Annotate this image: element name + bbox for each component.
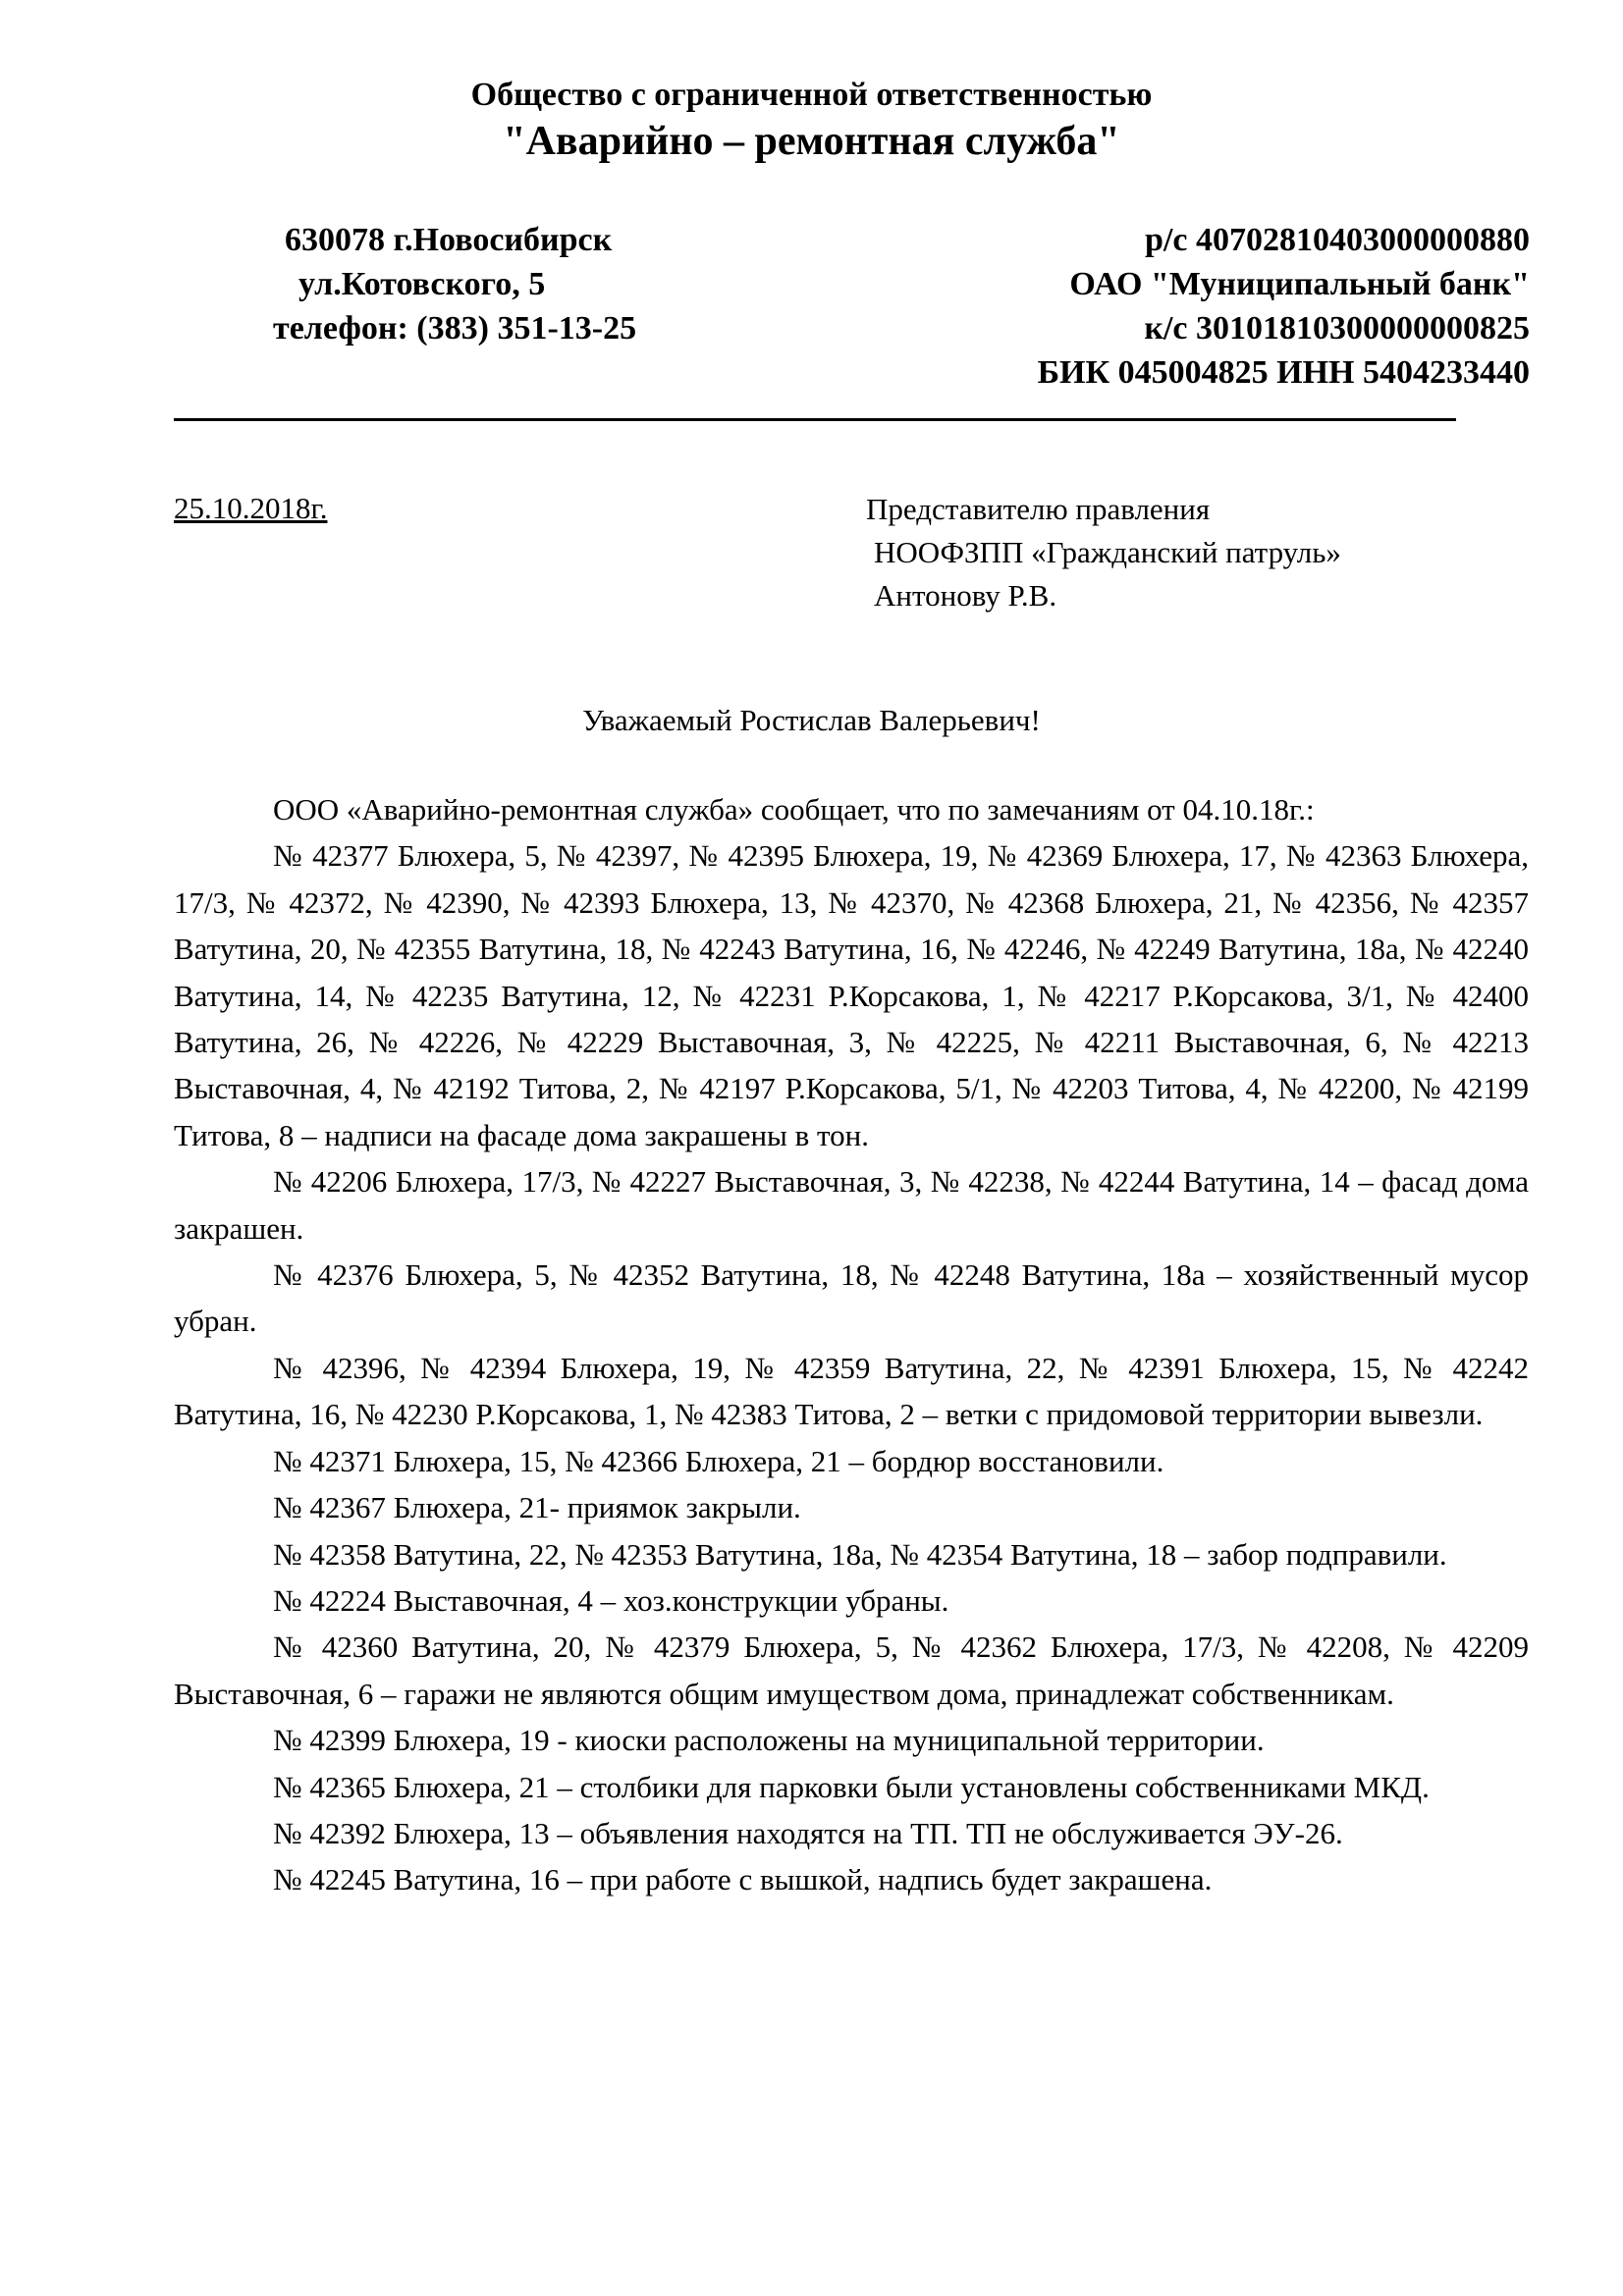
paragraph: № 42358 Ватутина, 22, № 42353 Ватутина, 18а, № 42354 Ватутина, 18 – забор подправили. bbox=[273, 1536, 1447, 1572]
paragraph: ООО «Аварийно-ремонтная служба» сообщает, что по замечаниям от 04.10.18г.: bbox=[273, 792, 1315, 827]
paragraph: № 42367 Блюхера, 21- приямок закрыли. bbox=[273, 1490, 801, 1525]
paragraph: № 42376 Блюхера, 5, № 42352 Ватутина, 18, № 42248 Ватутина, 18а – хозяйственный мусор убран. bbox=[174, 1257, 1529, 1339]
recipient-block bbox=[866, 488, 1341, 617]
org-name: "Аварийно – ремонтная служба" bbox=[503, 119, 1120, 164]
greeting: Уважаемый Ростислав Валерьевич! bbox=[582, 703, 1041, 737]
org-type: Общество с ограниченной ответственностью bbox=[470, 77, 1153, 113]
address-phone: телефон: (383) 351-13-25 bbox=[273, 310, 637, 347]
correspondent-account: к/с 30101810300000000825 bbox=[1144, 310, 1530, 347]
letter-date: 25.10.2018г. bbox=[174, 491, 328, 525]
bank-details bbox=[1038, 218, 1530, 395]
company-address bbox=[273, 218, 637, 350]
paragraph: № 42399 Блюхера, 19 - киоски расположены на муниципальной территории. bbox=[273, 1723, 1265, 1758]
paragraph: № 42245 Ватутина, 16 – при работе с вышкой, надпись будет закрашена. bbox=[273, 1862, 1213, 1897]
header-divider bbox=[174, 418, 1456, 421]
paragraph: № 42365 Блюхера, 21 – столбики для парковки были установлены собственниками МКД. bbox=[273, 1769, 1430, 1804]
recipient-line: Представителю правления bbox=[866, 492, 1211, 526]
address-city: 630078 г.Новосибирск bbox=[285, 222, 613, 258]
paragraph: № 42371 Блюхера, 15, № 42366 Блюхера, 21 – бордюр восстановили. bbox=[273, 1443, 1164, 1478]
paragraph: № 42396, № 42394 Блюхера, 19, № 42359 Ватутина, 22, № 42391 Блюхера, 15, № 42242 Ватутина, 16, № 42230 Р.Корсакова, 1, № 42383 Титова, 2 – ветки с придомовой территории вывезли. bbox=[174, 1350, 1529, 1432]
recipient-line: НООФЗПП «Гражданский патруль» bbox=[874, 535, 1341, 569]
bik-inn: БИК 045004825 ИНН 5404233440 bbox=[1037, 354, 1530, 391]
letter-body bbox=[174, 786, 1529, 1903]
bank-account: р/с 40702810403000000880 bbox=[1145, 222, 1530, 258]
bank-name: ОАО "Муниципальный банк" bbox=[1069, 266, 1530, 302]
paragraph: № 42224 Выставочная, 4 – хоз.конструкции убраны. bbox=[273, 1582, 949, 1618]
address-street: ул.Котовского, 5 bbox=[298, 266, 546, 302]
paragraph: № 42392 Блюхера, 13 – объявления находятся на ТП. ТП не обслуживается ЭУ-26. bbox=[273, 1815, 1343, 1850]
paragraph: № 42206 Блюхера, 17/3, № 42227 Выставочная, 3, № 42238, № 42244 Ватутина, 14 – фасад дома закрашен. bbox=[174, 1164, 1529, 1246]
recipient-line: Антонову Р.В. bbox=[874, 578, 1057, 613]
paragraph: № 42377 Блюхера, 5, № 42397, № 42395 Блюхера, 19, № 42369 Блюхера, 17, № 42363 Блюхера, 17/3, № 42372, № 42390, № 42393 Блюхера, 13, № 42370, № 42368 Блюхера, 21, № 42356, № 42357 Ватутина, 20, № 42355 Ватутина, 18, № 42243 Ватутина, 16, № 42246, № 42249 Ватутина, 18а, № 42240 Ватутина, 14, № 42235 Ватутина, 12, № 42231 Р.Корсакова, 1, № 42217 Р.Корсакова, 3/1, № 42400 Ватутина, 26, № 42226, № 42229 Выставочная, 3, № 42225, № 42211 Выставочная, 6, № 42213 Выставочная, 4, № 42192 Титова, 2, № 42197 Р.Корсакова, 5/1, № 42203 Титова, 4, № 42200, № 42199 Титова, 8 – надписи на фасаде дома закрашены в тон. bbox=[174, 838, 1529, 1152]
paragraph: № 42360 Ватутина, 20, № 42379 Блюхера, 5, № 42362 Блюхера, 17/3, № 42208, № 42209 Выставочная, 6 – гаражи не являются общим имуществом дома, принадлежат собственникам. bbox=[174, 1629, 1529, 1711]
